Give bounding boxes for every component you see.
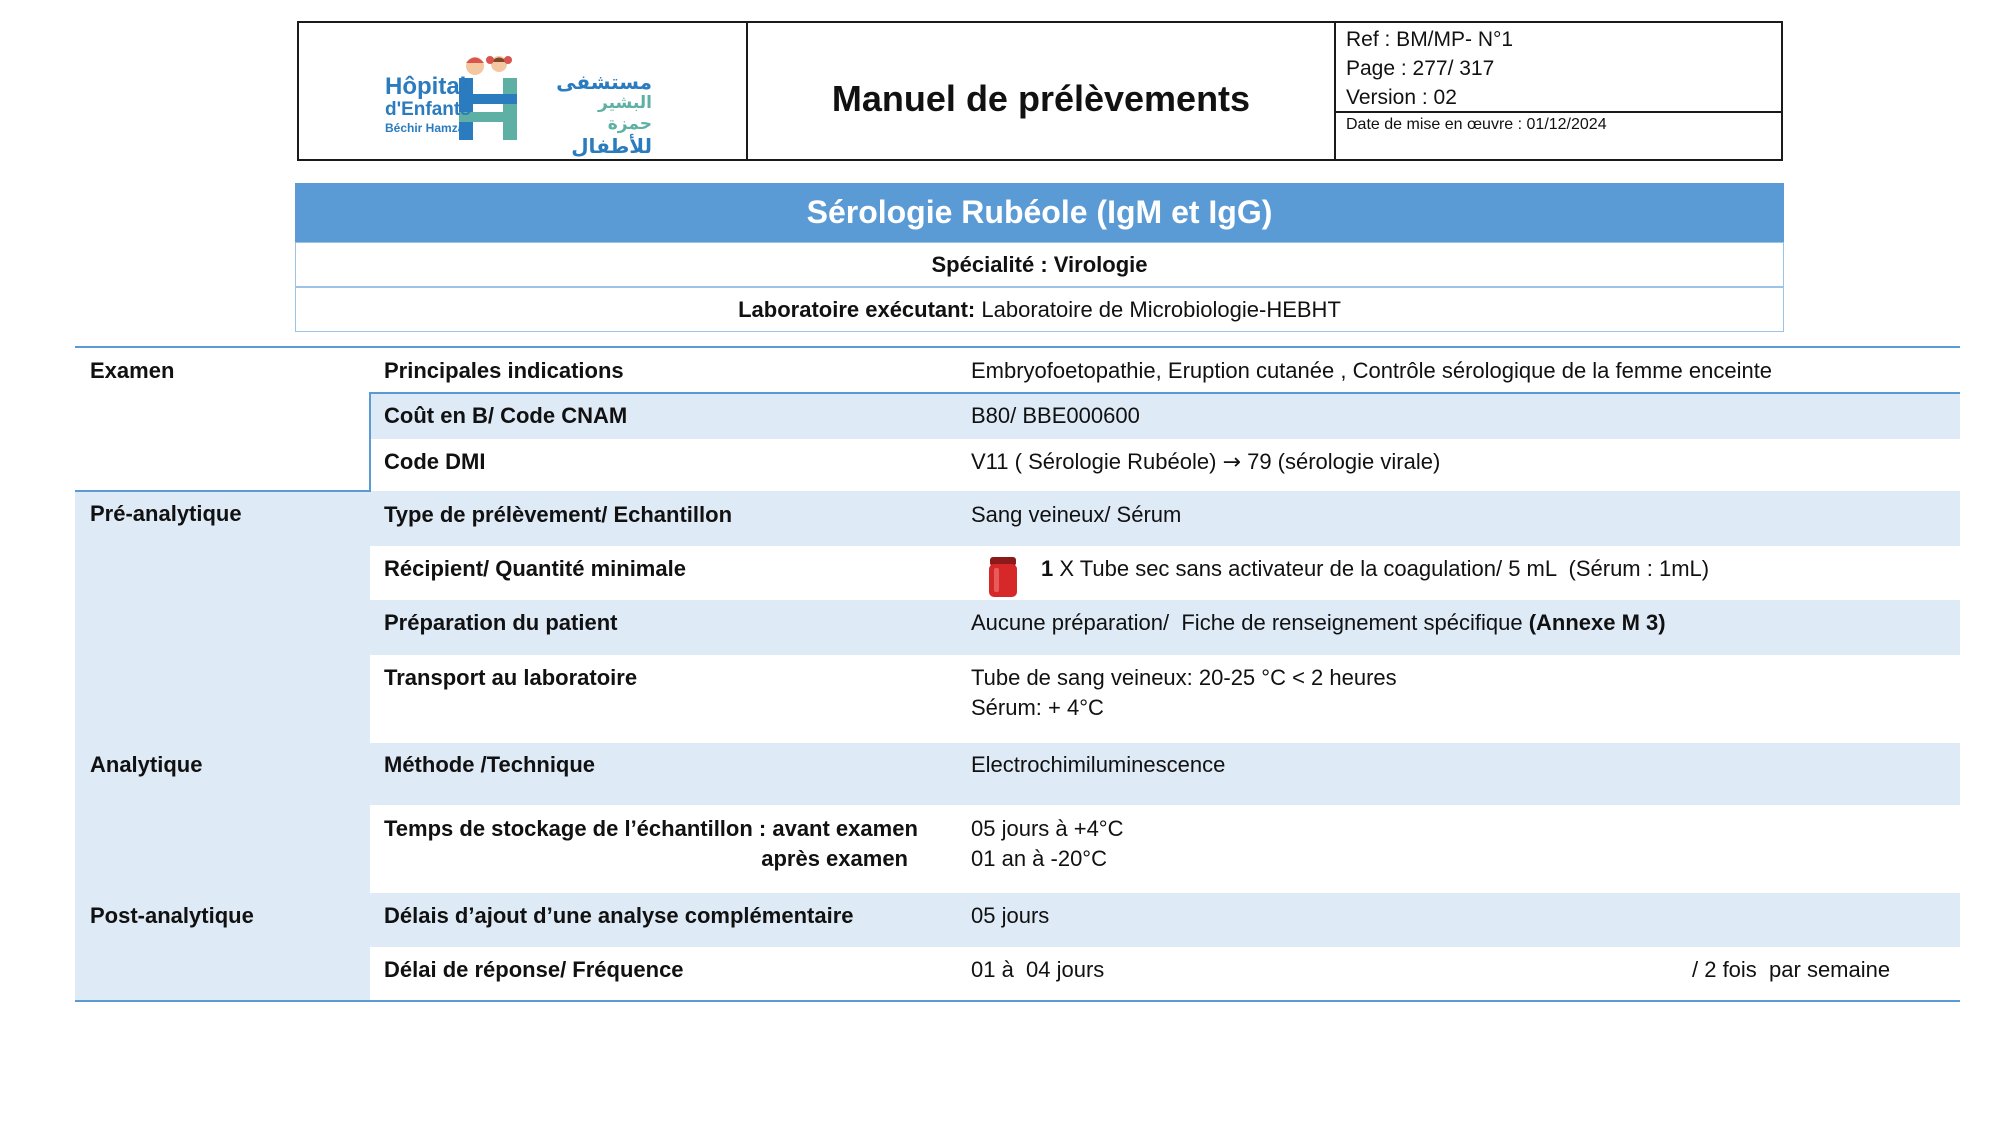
laboratoire-row xyxy=(295,287,1784,332)
doc-version: Version : 02 xyxy=(1346,86,1457,109)
section-pre-analytique: Pré-analytique xyxy=(90,501,242,526)
preparation-value: Aucune préparation/ Fiche de renseignement spécifique (Annexe M 3) xyxy=(971,610,1666,635)
doc-page: Page : 277/ 317 xyxy=(1346,57,1495,80)
delai-reponse-value: 01 à 04 jours xyxy=(971,957,1105,982)
stockage-label-1: Temps de stockage de l’échantillon : avant examen xyxy=(384,816,918,841)
logo-name-french: Hôpital d'Enfants Béchir Hamza xyxy=(385,73,471,135)
red-tube-icon xyxy=(986,555,1020,600)
cout-value: B80/ BBE000600 xyxy=(971,403,1140,428)
recipient-label: Récipient/ Quantité minimale xyxy=(384,556,686,581)
stockage-value-2: 01 an à -20°C xyxy=(971,846,1107,871)
laboratoire-label: Laboratoire exécutant: xyxy=(738,296,976,322)
indications-value: Embryofoetopathie, Eruption cutanée , Contrôle sérologique de la femme enceinte xyxy=(971,358,1773,383)
laboratoire-value: Laboratoire de Microbiologie-HEBHT xyxy=(975,296,1341,322)
indications-label: Principales indications xyxy=(384,358,624,383)
transport-value-1: Tube de sang veineux: 20-25 °C < 2 heures xyxy=(971,665,1397,690)
recipient-value: 1 X Tube sec sans activateur de la coagulation/ 5 mL (Sérum : 1mL) xyxy=(1041,556,1710,581)
transport-value-2: Sérum: + 4°C xyxy=(971,695,1104,720)
section-examen: Examen xyxy=(90,358,175,383)
methode-value: Electrochimiluminescence xyxy=(971,752,1226,777)
preparation-label: Préparation du patient xyxy=(384,610,618,635)
test-title: Sérologie Rubéole (IgM et IgG) xyxy=(295,183,1784,242)
doc-meta-cell xyxy=(1336,23,1781,159)
doc-date: Date de mise en œuvre : 01/12/2024 xyxy=(1346,116,1607,133)
transport-label: Transport au laboratoire xyxy=(384,665,638,690)
delai-reponse-label: Délai de réponse/ Fréquence xyxy=(384,957,684,982)
specialite-row: Spécialité : Virologie xyxy=(295,242,1784,287)
logo-cell xyxy=(299,23,748,159)
logo-name-arabic: مستشفى البشير حمزة للأطفال xyxy=(556,70,652,158)
type-label: Type de prélèvement/ Echantillon xyxy=(384,502,733,527)
stockage-value-1: 05 jours à +4°C xyxy=(971,816,1124,841)
dmi-label: Code DMI xyxy=(384,449,486,474)
doc-title: Manuel de prélèvements xyxy=(831,78,1251,119)
methode-label: Méthode /Technique xyxy=(384,752,596,777)
delais-ajout-value: 05 jours xyxy=(971,903,1050,928)
frequence-value: / 2 fois par semaine xyxy=(1692,957,1891,982)
annexe-reference: (Annexe M 3) xyxy=(1528,610,1666,635)
section-analytique: Analytique xyxy=(90,752,203,777)
delais-ajout-label: Délais d’ajout d’une analyse complémentaire xyxy=(384,903,854,928)
section-post-analytique: Post-analytique xyxy=(90,903,254,928)
dmi-value: V11 ( Sérologie Rubéole) → 79 (sérologie virale) xyxy=(971,449,1441,475)
doc-title-cell xyxy=(748,23,1336,159)
arrow-right-icon: → xyxy=(1222,450,1241,475)
doc-ref: Ref : BM/MP- N°1 xyxy=(1346,28,1514,51)
cout-label: Coût en B/ Code CNAM xyxy=(384,403,628,428)
type-value: Sang veineux/ Sérum xyxy=(971,502,1182,527)
document-header xyxy=(297,21,1783,161)
stockage-label-2: après examen xyxy=(761,846,908,871)
